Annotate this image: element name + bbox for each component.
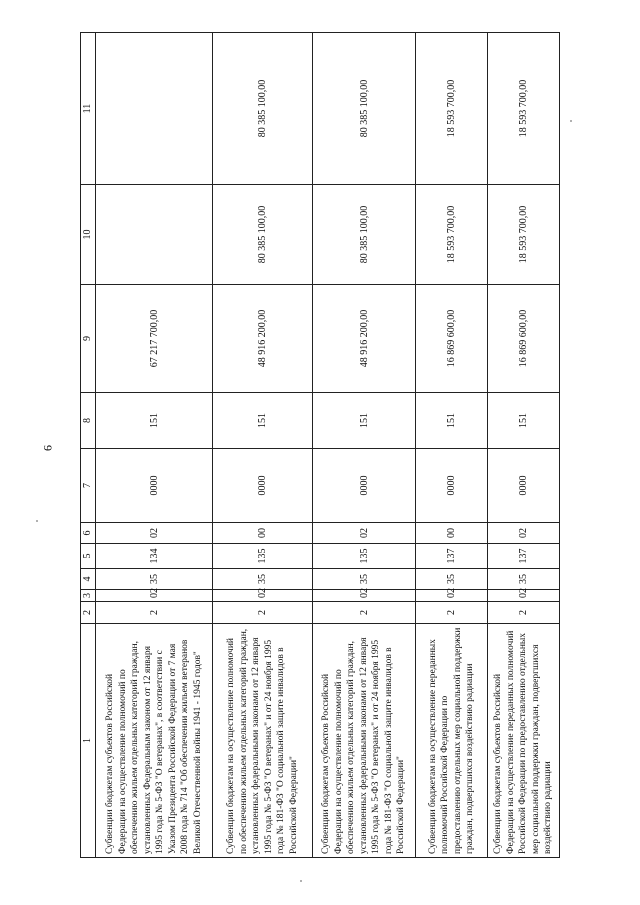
- cell-c5: 137: [488, 544, 560, 569]
- cell-c4: 35: [488, 569, 560, 590]
- cell-c8: 151: [96, 393, 213, 449]
- cell-c6: 02: [96, 523, 213, 544]
- cell-c10: [96, 185, 213, 285]
- table-row: [96, 33, 213, 858]
- cell-c3: 02: [213, 590, 313, 602]
- cell-c5: 137: [416, 544, 488, 569]
- table-row: [213, 33, 313, 858]
- cell-c9: 48 916 200,00: [313, 285, 416, 393]
- cell-c9: 16 869 600,00: [488, 285, 560, 393]
- cell-c2: 2: [96, 602, 213, 624]
- cell-c11: [96, 33, 213, 185]
- cell-c9: 16 869 600,00: [416, 285, 488, 393]
- cell-c8: 151: [313, 393, 416, 449]
- cell-c6: 00: [416, 523, 488, 544]
- cell-c10: 80 385 100,00: [213, 185, 313, 285]
- cell-c2: 2: [213, 602, 313, 624]
- cell-c11: 80 385 100,00: [313, 33, 416, 185]
- table-row: [416, 33, 488, 858]
- cell-c7: 0000: [213, 449, 313, 523]
- scan-speck: [300, 880, 302, 882]
- cell-c6: 02: [313, 523, 416, 544]
- cell-c6: 00: [213, 523, 313, 544]
- col-header-11: 11: [81, 33, 96, 185]
- row-description: Субвенции бюджетам субъектов Российской Федерации на осуществление переданных полномочий Российской Федерации по предоставлению отдельных мер социальной поддержки граждан, подвергшихся воздействию радиации: [488, 624, 560, 858]
- cell-c5: 135: [313, 544, 416, 569]
- col-header-1: 1: [81, 624, 96, 858]
- header-row: [81, 33, 96, 858]
- cell-c8: 151: [488, 393, 560, 449]
- rotated-table-stage: [80, 33, 556, 858]
- row-description: Субвенции бюджетам на осуществление полномочий по обеспечению жильем отдельных категорий граждан, установленных федеральными законами от 12 января 1995 года № 5-ФЗ "О ветеранах" и от 24 ноября 1995 года № 181-ФЗ "О социальной защите инвалидов в Российской Федерации": [213, 624, 313, 858]
- col-header-9: 9: [81, 285, 96, 393]
- cell-c7: 0000: [416, 449, 488, 523]
- cell-c3: 02: [96, 590, 213, 602]
- cell-c3: 02: [488, 590, 560, 602]
- col-header-7: 7: [81, 449, 96, 523]
- cell-c4: 35: [96, 569, 213, 590]
- cell-c7: 0000: [313, 449, 416, 523]
- cell-c3: 02: [313, 590, 416, 602]
- cell-c9: 67 217 700,00: [96, 285, 213, 393]
- col-header-6: 6: [81, 523, 96, 544]
- cell-c11: 18 593 700,00: [488, 33, 560, 185]
- page-number: 9: [41, 445, 55, 451]
- cell-c2: 2: [416, 602, 488, 624]
- col-header-8: 8: [81, 393, 96, 449]
- cell-c10: 18 593 700,00: [416, 185, 488, 285]
- row-description: Субвенции бюджетам субъектов Российской Федерации на осуществление полномочий по обеспечению жильем отдельных категорий граждан, установленных федеральными законами от 12 января 1995 года № 5-ФЗ "О ветеранах" и от 24 ноября 1995 года № 181-ФЗ "О социальной защите инвалидов в Российской Федерации": [313, 624, 416, 858]
- cell-c5: 134: [96, 544, 213, 569]
- budget-table: [80, 32, 560, 858]
- col-header-2: 2: [81, 602, 96, 624]
- cell-c3: 02: [416, 590, 488, 602]
- col-header-4: 4: [81, 569, 96, 590]
- table-row: [488, 33, 560, 858]
- cell-c8: 151: [416, 393, 488, 449]
- cell-c2: 2: [313, 602, 416, 624]
- cell-c4: 35: [416, 569, 488, 590]
- cell-c10: 18 593 700,00: [488, 185, 560, 285]
- col-header-10: 10: [81, 185, 96, 285]
- cell-c10: 80 385 100,00: [313, 185, 416, 285]
- table-row: [313, 33, 416, 858]
- col-header-3: 3: [81, 590, 96, 602]
- cell-c6: 02: [488, 523, 560, 544]
- row-description: Субвенции бюджетам субъектов Российской Федерации на осуществление полномочий по обеспечению жильем отдельных категорий граждан, установленных Федеральным законом от 12 января 1995 года № 5-ФЗ "О ветеранах", в соответствии с Указом Президента Российской Федерации от 7 мая 2008 года № 714 "Об обеспечении жильем ветеранов Великой Отечественной войны 1941 - 1945 годов": [96, 624, 213, 858]
- col-header-5: 5: [81, 544, 96, 569]
- cell-c4: 35: [313, 569, 416, 590]
- cell-c4: 35: [213, 569, 313, 590]
- cell-c7: 0000: [488, 449, 560, 523]
- scan-speck: [36, 520, 38, 522]
- cell-c9: 48 916 200,00: [213, 285, 313, 393]
- cell-c11: 80 385 100,00: [213, 33, 313, 185]
- cell-c8: 151: [213, 393, 313, 449]
- cell-c11: 18 593 700,00: [416, 33, 488, 185]
- cell-c2: 2: [488, 602, 560, 624]
- row-description: Субвенции бюджетам на осуществление переданных полномочий Российской Федерации по предоставлению отдельных мер социальной поддержки граждан, подвергшихся воздействию радиации: [416, 624, 488, 858]
- scan-speck: [570, 120, 572, 122]
- cell-c7: 0000: [96, 449, 213, 523]
- cell-c5: 135: [213, 544, 313, 569]
